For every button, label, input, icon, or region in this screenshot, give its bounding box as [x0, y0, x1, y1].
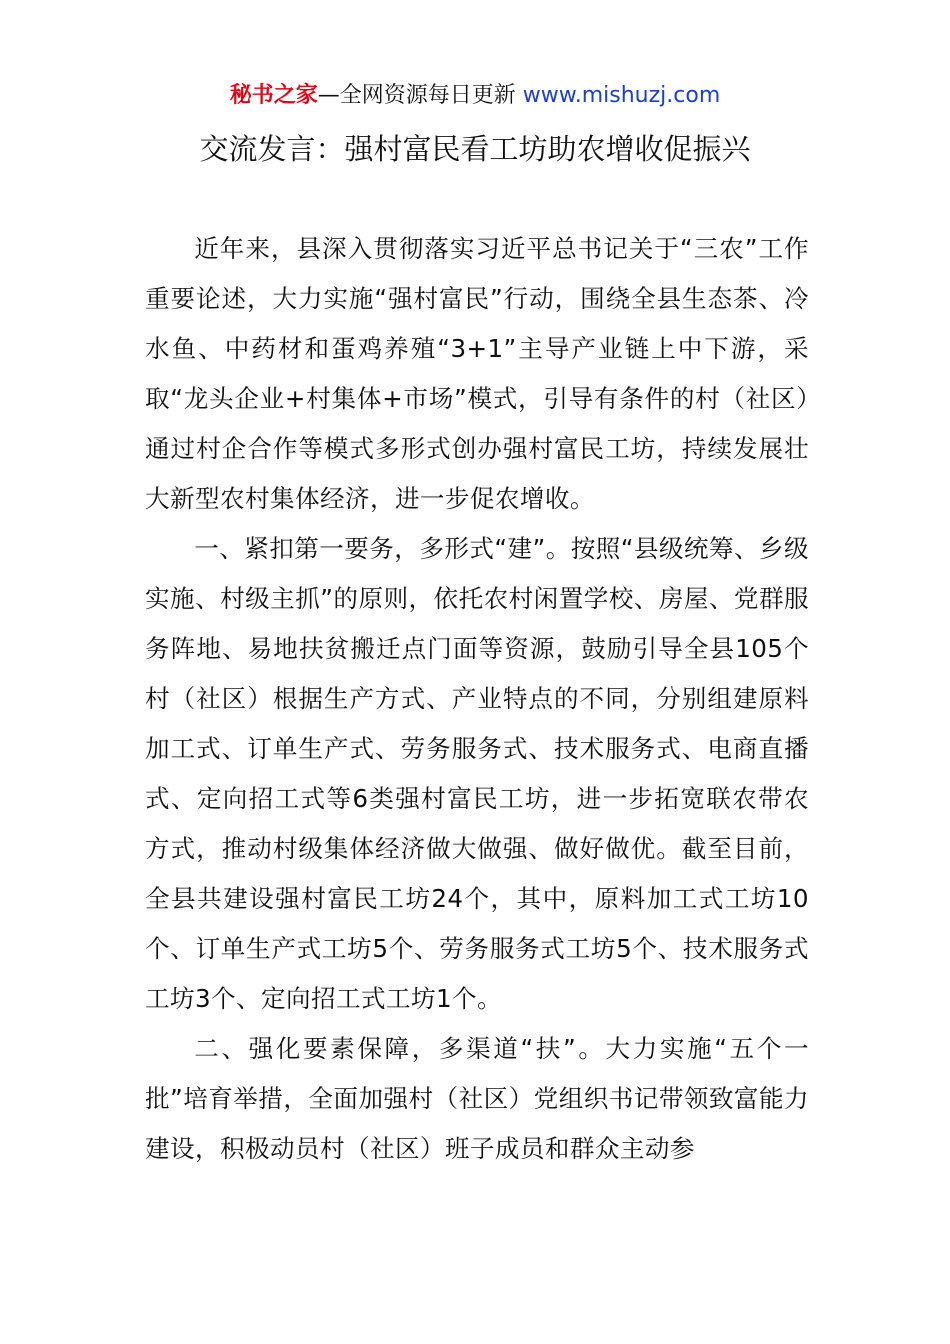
site-url-link[interactable]: www.mishuzj.com [522, 83, 721, 108]
site-header [0, 80, 950, 112]
paragraph-section-2: 二、强化要素保障，多渠道“扶”。大力实施“五个一批”培育举措，全面加强村（社区）党组织书记带领致富能力建设，积极动员村（社区）班子成员和群众主动参 [145, 1034, 809, 1163]
paragraph-section-1: 一、紧扣第一要务，多形式“建”。按照“县级统筹、乡级实施、村级主抓”的原则，依托农村闲置学校、房屋、党群服务阵地、易地扶贫搬迁点门面等资源，鼓励引导全县105个村（社区）根据生产方式、产业特点的不同，分别组建原料加工式、订单生产式、劳务服务式、技术服务式、电商直播式、定向招工式等6类强村富民工坊，进一步拓宽联农带农方式，推动村级集体经济做大做强、做好做优。截至目前，全县共建设强村富民工坊24个，其中，原料加工式工坊10个、订单生产式工坊5个、劳务服务式工坊5个、技术服务式工坊3个、定向招工式工坊1个。 [145, 534, 809, 1013]
document-body [145, 224, 809, 1174]
site-brand: 秘书之家 [229, 83, 318, 108]
document-title: 交流发言：强村富民看工坊助农增收促振兴 [199, 132, 751, 166]
site-tagline: —全网资源每日更新 [317, 83, 516, 108]
paragraph-intro: 近年来，县深入贯彻落实习近平总书记关于“三农”工作重要论述，大力实施“强村富民”行动，围绕全县生态茶、冷水鱼、中药材和蛋鸡养殖“3+1”主导产业链上中下游，采取“龙头企业+村集体+市场”模式，引导有条件的村（社区）通过村企合作等模式多形式创办强村富民工坊，持续发展壮大新型农村集体经济，进一步促农增收。 [145, 234, 809, 513]
